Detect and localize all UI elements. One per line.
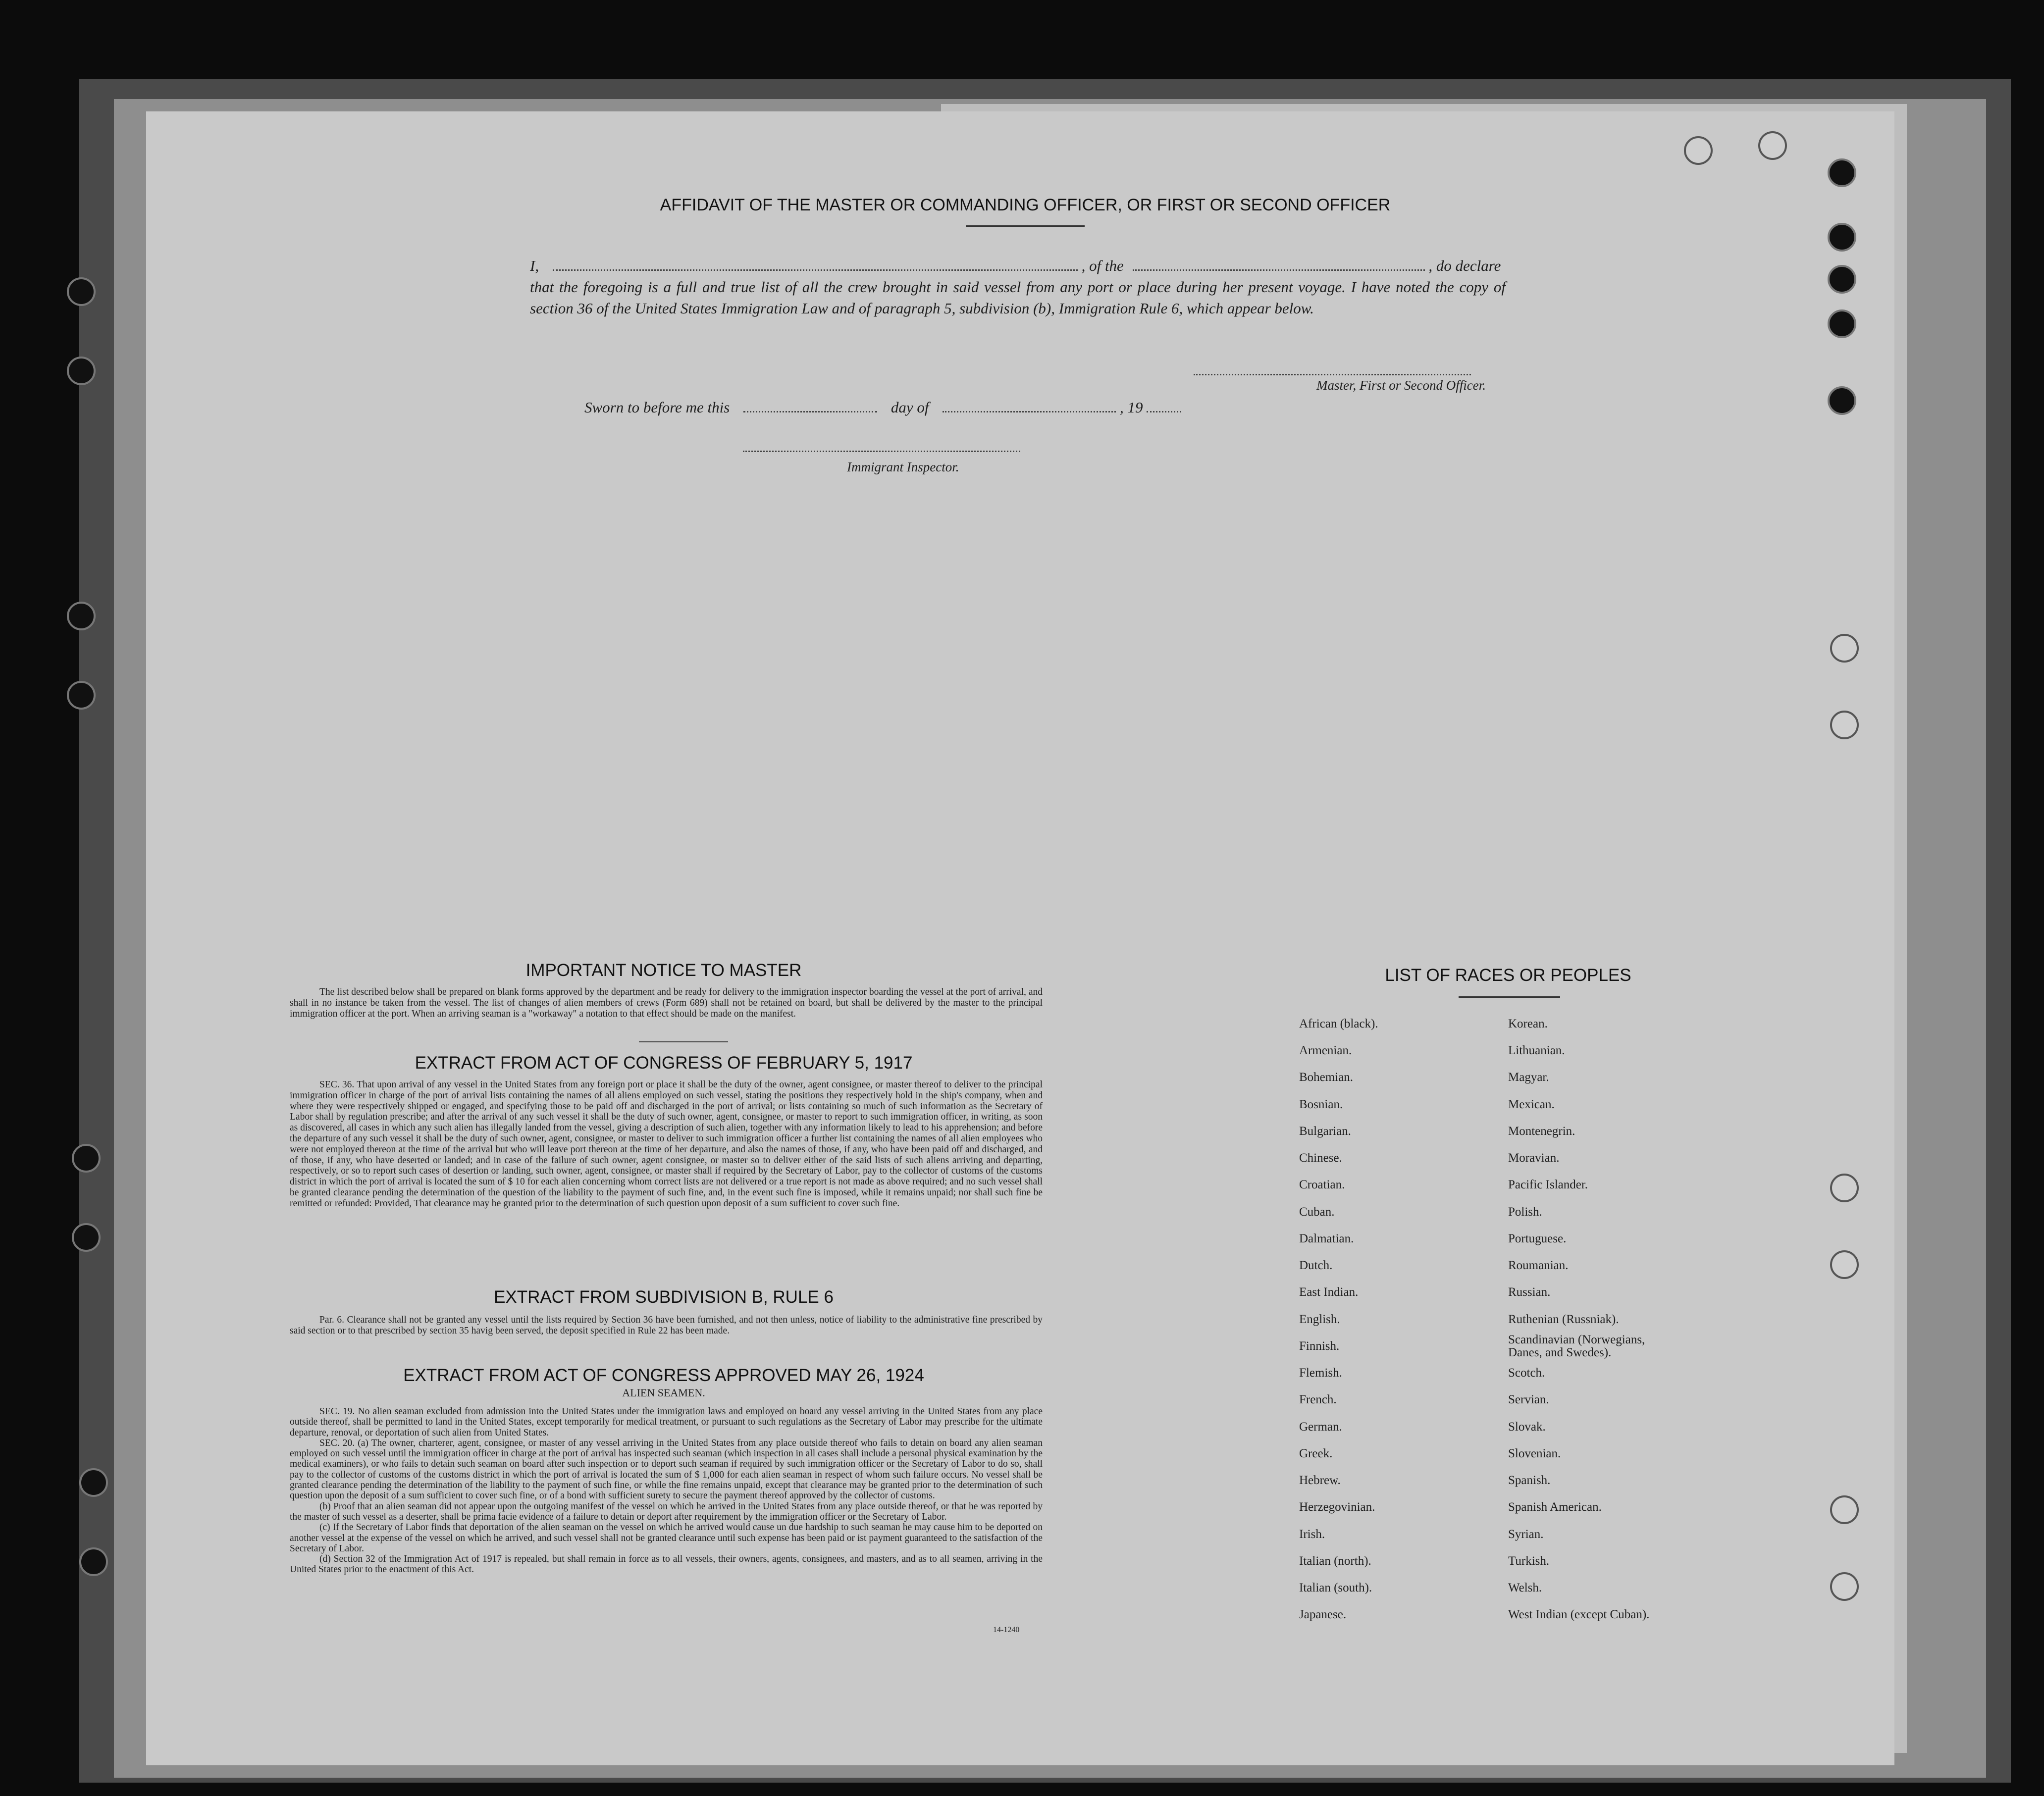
punch-hole-icon xyxy=(72,1144,101,1173)
race-item: Japanese. xyxy=(1299,1608,1347,1621)
vessel-blank xyxy=(1133,262,1425,271)
do-declare-label: , do declare xyxy=(1428,257,1501,274)
punch-hole-icon xyxy=(1828,309,1856,338)
race-item: Magyar. xyxy=(1508,1071,1549,1084)
inspector-signature-line xyxy=(743,451,1020,452)
race-item: Turkish. xyxy=(1508,1554,1550,1568)
punch-hole-icon xyxy=(1830,1174,1859,1202)
form-number: 14-1240 xyxy=(993,1626,1020,1634)
punch-hole-icon xyxy=(1830,634,1859,663)
race-item: Dalmatian. xyxy=(1299,1232,1354,1245)
section-20a-paragraph: SEC. 20. (a) The owner, charterer, agent, consignee, or master of any vessel arriving in the United States from any place outside thereof who fails to detain on board any alien seaman employed on such vessel until the immigration officer in charge at the port of arrival has inspected such seaman (which inspection in all cases shall include a personal physical examination by the medical examiners), or who fails to detain such seaman on board after such inspection or to deport such seaman if required by such immigration officer or the Secretary of Labor to do so, shall pay to the collector of customs of the customs district in which the port of arrival is located the sum of $ 1,000 for each alien seaman in respect of whom such failure occurs. No vessel shall be granted clearance pending the determination of the liability to the payment of such fine, or while the fine remains unpaid, except that clearance may be granted prior to the determination of such question upon the deposit of a sum sufficient to cover such fine, or of a bond with sufficient surety to secure the payment thereof approved by the collector of customs. xyxy=(290,1437,1043,1501)
signature-line xyxy=(1194,374,1471,375)
extract-1924-body xyxy=(290,1406,1043,1575)
section-20c-paragraph: (c) If the Secretary of Labor finds that deportation of the alien seaman on the vessel on which he arrived would cause un due hardship to such seaman he may cause him to be deported on another vessel at the expense of the vessel on which he arrived, and such vessel shall not be granted clearance until such expense has been paid or ist payment guaranteed to the satisfaction of the Secretary of Labor. xyxy=(290,1522,1043,1554)
race-item: Mexican. xyxy=(1508,1098,1555,1111)
divider xyxy=(639,1041,728,1042)
declarant-line xyxy=(530,255,1506,276)
race-item: Armenian. xyxy=(1299,1044,1352,1057)
race-item: Italian (north). xyxy=(1299,1554,1371,1568)
extract-rule6-body: Par. 6. Clearance shall not be granted any vessel until the lists required by Section 36 have been furnished, and not then unless, notice of liability to the administrative fine prescribed by said section or to that prescribed by section 35 havig been served, the deposit specified in Rule 22 has been made. xyxy=(290,1315,1043,1336)
punch-hole-icon xyxy=(1828,386,1856,415)
race-item: Pacific Islander. xyxy=(1508,1178,1588,1191)
race-item: Spanish American. xyxy=(1508,1500,1602,1514)
race-item: Scandinavian (Norwegians, Danes, and Swedes). xyxy=(1508,1333,1645,1359)
punch-hole-icon xyxy=(1684,136,1713,165)
punch-hole-icon xyxy=(1830,711,1859,739)
affidavit-statement-block xyxy=(530,255,1506,319)
notice-body: The list described below shall be prepared on blank forms approved by the department and be ready for delivery to the immigration inspector boarding the vessel at the port of arrival, and shall in no instance be taken from the vessel. The list of changes of alien members of crews (Form 689) shall not be retained on board, but shall be delivered by the master to the principal immigration officer at the port. When an arriving seaman is a "workaway" a notation to that effect should be made on the manifest. xyxy=(290,987,1043,1019)
name-blank xyxy=(553,262,1078,271)
day-blank xyxy=(743,404,877,412)
race-item: Moravian. xyxy=(1508,1151,1560,1165)
pronoun: I, xyxy=(530,257,539,274)
punch-hole-icon xyxy=(67,277,96,306)
races-title: LIST OF RACES OR PEOPLES xyxy=(1385,966,1631,985)
race-item: African (black). xyxy=(1299,1017,1378,1030)
sworn-line xyxy=(584,399,1278,416)
punch-hole-icon xyxy=(1828,223,1856,252)
race-item: Chinese. xyxy=(1299,1151,1342,1165)
race-item: German. xyxy=(1299,1420,1342,1434)
punch-hole-icon xyxy=(1758,131,1787,160)
sworn-prefix: Sworn to before me this xyxy=(584,399,730,416)
punch-hole-icon xyxy=(1828,158,1856,187)
race-item: English. xyxy=(1299,1313,1340,1326)
race-item: Polish. xyxy=(1508,1205,1542,1219)
punch-hole-icon xyxy=(79,1468,108,1497)
divider xyxy=(1459,996,1560,998)
race-item: Dutch. xyxy=(1299,1259,1333,1272)
signature-caption: Master, First or Second Officer. xyxy=(1316,378,1486,393)
inspector-caption: Immigrant Inspector. xyxy=(847,460,959,474)
race-item: Flemish. xyxy=(1299,1366,1342,1380)
extract-1917-title: EXTRACT FROM ACT OF CONGRESS OF FEBRUARY 5, 1917 xyxy=(415,1053,913,1073)
race-item: Slovenian. xyxy=(1508,1447,1561,1460)
race-item: Hebrew. xyxy=(1299,1474,1341,1487)
punch-hole-icon xyxy=(79,1547,108,1576)
extract-1924-title: EXTRACT FROM ACT OF CONGRESS APPROVED MAY 26, 1924 xyxy=(403,1366,924,1385)
race-item: Syrian. xyxy=(1508,1528,1544,1541)
race-item: Scotch. xyxy=(1508,1366,1545,1380)
race-item: Roumanian. xyxy=(1508,1259,1569,1272)
of-the-label: , of the xyxy=(1081,257,1124,274)
race-item: Slovak. xyxy=(1508,1420,1546,1434)
punch-hole-icon xyxy=(67,357,96,385)
extract-1924-subtitle: ALIEN SEAMEN. xyxy=(622,1386,705,1399)
year-blank xyxy=(1147,404,1181,412)
race-item: West Indian (except Cuban). xyxy=(1508,1608,1650,1621)
punch-hole-icon xyxy=(67,602,96,630)
race-item: Welsh. xyxy=(1508,1581,1542,1594)
section-19-paragraph: SEC. 19. No alien seaman excluded from admission into the United States under the immigration laws and employed on board any vessel arriving in the United States from any place outside thereof, shall be permitted to land in the United States, except temporarily for medical treatment, or pursuant to such regulations as the Secretary of Labor may prescribe for the ultimate departure, renoval, or deportation of such alien from United States. xyxy=(290,1406,1043,1438)
race-item: Lithuanian. xyxy=(1508,1044,1565,1057)
punch-hole-icon xyxy=(72,1223,101,1252)
section-20d-paragraph: (d) Section 32 of the Immigration Act of 1917 is repealed, but shall remain in force as to all vessels, their owners, agents, consignees, and masters, and as to all seamen, arriving in the United States prior to the enactment of this Act. xyxy=(290,1554,1043,1575)
race-item: Herzegovinian. xyxy=(1299,1500,1375,1514)
notice-title: IMPORTANT NOTICE TO MASTER xyxy=(525,961,802,980)
race-item: Montenegrin. xyxy=(1508,1125,1575,1138)
race-item: Portuguese. xyxy=(1508,1232,1567,1245)
month-blank xyxy=(943,404,1116,412)
race-item: Bosnian. xyxy=(1299,1098,1343,1111)
race-item: Finnish. xyxy=(1299,1339,1340,1353)
divider xyxy=(966,225,1085,227)
race-item: Bohemian. xyxy=(1299,1071,1354,1084)
punch-hole-icon xyxy=(1830,1250,1859,1279)
race-item: Irish. xyxy=(1299,1528,1325,1541)
race-item: Korean. xyxy=(1508,1017,1548,1030)
affidavit-title: AFFIDAVIT OF THE MASTER OR COMMANDING OFFICER, OR FIRST OR SECOND OFFICER xyxy=(660,196,1391,214)
extract-rule6-title: EXTRACT FROM SUBDIVISION B, RULE 6 xyxy=(494,1287,834,1307)
race-item: French. xyxy=(1299,1393,1337,1406)
race-item: Croatian. xyxy=(1299,1178,1345,1191)
extract-1917-body: SEC. 36. That upon arrival of any vessel in the United States from any foreign port or place it shall be the duty of the owner, agent consignee, or master thereof to deliver to the principal immigration officer in charge of the port of arrival lists containing the names of all aliens employed on such vessel, stating the positions they respectively hold in the ship's company, when and where they were respectively shipped or engaged, and specifying those to be paid off and discharged in the port of arrival; or lists containing so much of such information as the Secretary of Labor shall by regulation prescribe; and after the arrival of any such vessel it shall be the duty of such owner, agent, consignee, or master to report to such immigration officer, in writing, as soon as discovered, all cases in which any such alien has illegally landed from the vessel, giving a description of such alien, together with any information likely to lead to his apprehension; and before the departure of any such vessel it shall be the duty of such owner, agent, consignee, or master to deliver to such immigration officer a further list containing the names of all alien employees who were not employed thereon at the time of the arrival but who will leave port thereon at the time of her departure, and also the names of those, if any, who have been paid off and discharged, and of those, if any, who have deserted or landed; and in case of the failure of such owner, agent consignee, or master so to deliver either of the said lists of such aliens arriving and departing, respectively, or so to report such cases of desertion or landing, such owner, agent, consignee, or master shall if required by the Secretary of Labor, pay to the collector of customs of the customs district in which the port of arrival is located the sum of $ 10 for each alien concerning whom correct lists are not delivered or a true report is not made as above required; and no such vessel shall be granted clearance pending the determination of the question of the liability to the payment of such fine, and, in the event such fine is imposed, while it remains unpaid; nor shall such fine be remitted or refunded: Provided, That clearance may be granted prior to the determination of such question upon deposit of a sum sufficient to cover such fine. xyxy=(290,1079,1043,1209)
race-item: Italian (south). xyxy=(1299,1581,1372,1594)
punch-hole-icon xyxy=(1828,265,1856,294)
race-item: Bulgarian. xyxy=(1299,1125,1351,1138)
race-item: Spanish. xyxy=(1508,1474,1551,1487)
race-item: Servian. xyxy=(1508,1393,1549,1406)
affidavit-statement: that the foregoing is a full and true list of all the crew brought in said vessel from any port or place during her present voyage. I have noted the copy of section 36 of the United States Immigration Law and of paragraph 5, subdivision (b), Immigration Rule 6, which appear below. xyxy=(530,278,1506,317)
race-item: Russian. xyxy=(1508,1285,1551,1299)
race-item: Ruthenian (Russniak). xyxy=(1508,1313,1619,1326)
punch-hole-icon xyxy=(1830,1495,1859,1524)
race-item: Greek. xyxy=(1299,1447,1333,1460)
race-item: East Indian. xyxy=(1299,1285,1359,1299)
punch-hole-icon xyxy=(1830,1572,1859,1601)
section-20b-paragraph: (b) Proof that an alien seaman did not appear upon the outgoing manifest of the vessel on which he arrived in the United States from any place outside thereof, or that he was reported by the master of such vessel as a deserter, shall be prima facie evidence of a failure to detain or deport after requirement by the immigration officer or the Secretary of Labor. xyxy=(290,1501,1043,1522)
sworn-day-label: day of xyxy=(891,399,929,416)
sworn-year-label: , 19 xyxy=(1119,399,1143,416)
punch-hole-icon xyxy=(67,681,96,710)
race-item: Cuban. xyxy=(1299,1205,1335,1219)
